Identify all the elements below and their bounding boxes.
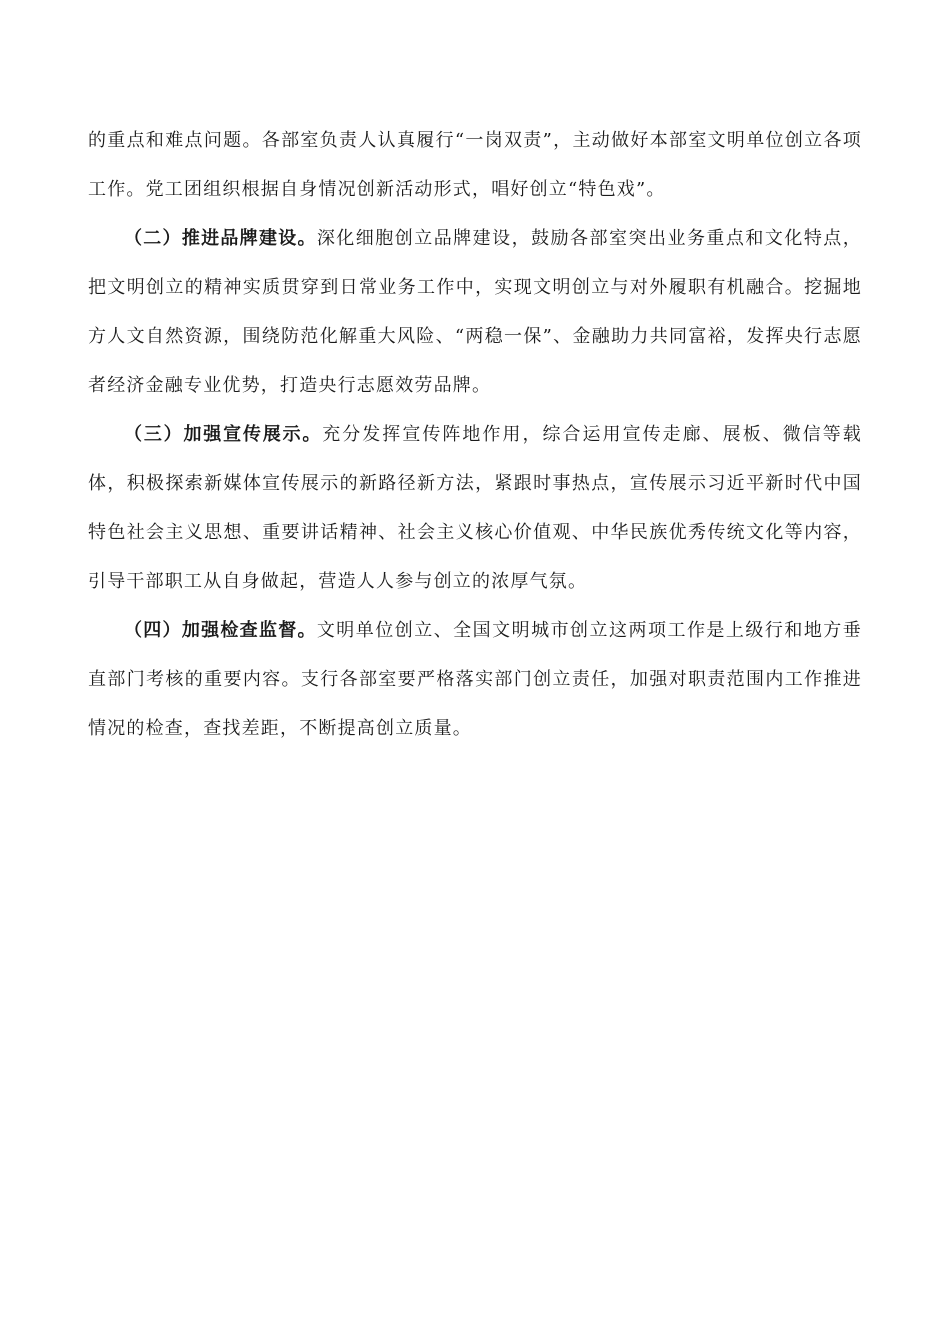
- paragraph-text: 充分发挥宣传阵地作用，综合运用宣传走廊、展板、微信等载体，积极探索新媒体宣传展示的新路径新方法，紧跟时事热点，宣传展示习近平新时代中国特色社会主义思想、重要讲话精神、社会主义核心价值观、中华民族优秀传统文化等内容，引导干部职工从自身做起，营造人人参与创立的浓厚气氛。: [88, 424, 863, 592]
- paragraph-continuation: [88, 116, 862, 214]
- paragraph-heading: （四）加强检查监督。: [124, 620, 317, 641]
- paragraph-text: 深化细胞创立品牌建设，鼓励各部室突出业务重点和文化特点，把文明创立的精神实质贯穿到日常业务工作中，实现文明创立与对外履职有机融合。挖掘地方人文自然资源，围绕防范化解重大风险、“两稳一保”、金融助力共同富裕，发挥央行志愿者经济金融专业优势，打造央行志愿效劳品牌。: [88, 228, 862, 396]
- paragraph-heading: （二）推进品牌建设。: [124, 228, 317, 249]
- paragraph-text: 的重点和难点问题。各部室负责人认真履行“一岗双责”，主动做好本部室文明单位创立各项工作。党工团组织根据自身情况创新活动形式，唱好创立“特色戏”。: [88, 130, 862, 200]
- paragraph-publicity: [88, 410, 862, 606]
- paragraph-inspection: [88, 606, 862, 753]
- paragraph-heading: （三）加强宣传展示。: [124, 424, 323, 445]
- document-body: [88, 116, 862, 753]
- paragraph-text: 文明单位创立、全国文明城市创立这两项工作是上级行和地方垂直部门考核的重要内容。支行各部室要严格落实部门创立责任，加强对职责范围内工作推进情况的检查，查找差距，不断提高创立质量。: [88, 620, 862, 739]
- paragraph-brand-building: [88, 214, 862, 410]
